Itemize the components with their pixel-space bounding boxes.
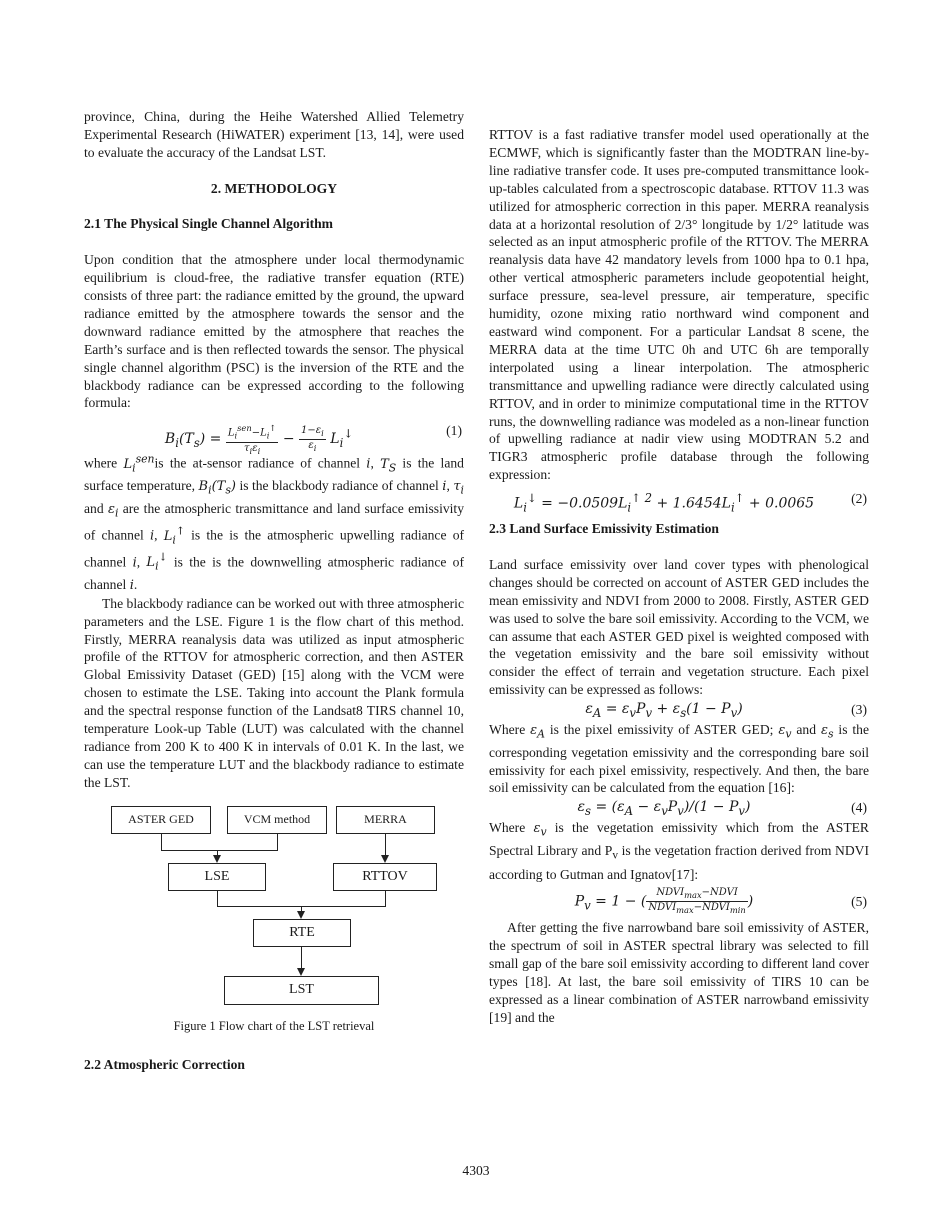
subsection-heading-atmospheric-correction: 2.2 Atmospheric Correction <box>84 1056 245 1072</box>
flow-box-rttov: RTTOV <box>333 863 437 891</box>
figure-1-caption: Figure 1 Flow chart of the LST retrieval <box>173 1018 375 1033</box>
flow-arrow <box>213 855 221 863</box>
flow-box-lst: LST <box>224 976 379 1005</box>
equation-4-body: $\varepsilon_s = (\varepsilon_A - \varepsilon_vP_v)/(1 - P_v)$ <box>577 799 751 819</box>
equation-3-number: (3) <box>851 702 867 718</box>
paragraph-lse: Land surface emissivity over land cover types with phenological changes should be corrected on account of ASTER GED includes the mean emissivity and NDVI from 2000 to 2008. Firstly, ASTER GED was used to solve the bare soil emissivity. According to the VCM, we can assume that each ASTER GED pixel is weighted composed with the vegetation emissivity and the bare soil emissivity without consider the effect of terrain and vegetation structure. Each pixel emissivity can be expressed as follows: <box>489 556 869 698</box>
paragraph-rte: Upon condition that the atmosphere under local thermodynamic equilibrium is cloud-free, the radiative transfer equation (RTE) consists of three part: the radiance emitted by the ground, the upward radiance emitted by the atmosphere towards the sensor and the downward radiance emitted by the atmosphere that reaches the Earth’s surface and is then reflected towards the sensor. The physical single channel algorithm (PSC) is the inversion of the RTE and the blackbody radiance can be expressed according to the following formula: <box>84 252 464 411</box>
paragraph-symbol-definitions: where $L_i^{sen}is$ the at-sensor radiance of channel i, $T_S$ is the land surface temperature, $B_i(T_s)$ is the blackbody radiance of channel i, $\tau_i$ and $\varepsilon_i$ are the atmospheric transmittance and land surface emissivity of channel i, $L_i^↑$ is the is the atmospheric upwelling radiance of channel i, $L_i^↓$ is the is the downwelling atmospheric radiance of channel i. <box>84 452 465 593</box>
equation-2 <box>489 486 869 514</box>
equation-4 <box>489 797 869 819</box>
equation-1-number: (1) <box>446 423 462 439</box>
flow-line <box>301 947 302 969</box>
flow-line <box>161 834 162 851</box>
paragraph-bare-soil: After getting the five narrowband bare soil emissivity of ASTER, the spectrum of soil in ASTER spectral library was selected to fill small gap of the bare soil emissivity according to different land cover types [18]. At last, the bare soil emissivity of TIRS 10 can be expressed as a linear combination of ASTER narrowband emissivity [19] and the <box>489 920 869 1025</box>
flow-line <box>385 834 386 856</box>
equation-1 <box>84 414 464 456</box>
flow-chart <box>84 806 464 1036</box>
flow-line <box>217 891 218 907</box>
flow-box-aster-ged: ASTER GED <box>111 806 211 834</box>
flow-arrow <box>297 911 305 919</box>
flow-box-rte: RTE <box>253 919 351 947</box>
equation-4-number: (4) <box>851 800 867 816</box>
left-column <box>84 108 464 1074</box>
page-number: 4303 <box>462 1163 490 1178</box>
flow-line <box>277 834 278 851</box>
equation-2-body: $L_i^↓ = -0.0509L_i^{↑ 2} + 1.6454L_i^↑ + 0.0065$ <box>513 491 815 515</box>
flow-box-merra: MERRA <box>336 806 435 834</box>
paragraph-intro-continued: province, China, during the Heihe Watershed Allied Telemetry Experimental Research (HiWATER) experiment [13, 14], were used to evaluate the accuracy of the Landsat LST. <box>84 109 464 160</box>
flow-arrow <box>297 968 305 976</box>
paragraph-rttov: RTTOV is a fast radiative transfer model used operationally at the ECMWF, which is significantly faster than the MODTRAN line-by-line radiative transfer code. It uses pre-computed transmittance look-up-tables calculated from a spectroscopic database. RTTOV 11.3 was utilized for atmospheric correction in this paper. MERRA reanalysis data at a horizontal resolution of 2/3° longitude by 1/2° latitude was selected as an input atmospheric profile of the RTTOV. The MERRA reanalysis data have 42 mandatory levels from 1000 hpa to 0.1 hpa, other vertical atmospheric parameters include geopotential height, surface pressure, sea-level pressure, air temperature, specific humidity, ozone mixing ratio northward wind component and eastward wind component. For a particular Landsat 8 scene, the MERRA data at the time UTC 0h and UTC 6h are temporally interpolated using a linear interpolation. The atmospheric transmittance and upwelling radiance were directly calculated using RTTOV, and in order to minimize computational time in the RTTOV runs, the downwelling radiance was modeled as a non-linear function of upwelling radiance at nadir view using MODTRAN 5.2 and TIGR3 atmospheric profile database through the following expression: <box>489 127 869 483</box>
flow-line <box>385 891 386 907</box>
subsection-heading-psc: 2.1 The Physical Single Channel Algorithm <box>84 216 334 232</box>
equation-3 <box>489 699 869 721</box>
equation-3-body: $\varepsilon_A = \varepsilon_vP_v + \varepsilon_s(1 - P_v)$ <box>585 701 743 720</box>
flow-line <box>161 850 278 851</box>
flow-box-lse: LSE <box>168 863 266 891</box>
paragraph-eq4-definitions: Where $\varepsilon_v$ is the vegetation emissivity which from the ASTER Spectral Library and $P_v$ is the vegetation fraction derived from NDVI according to Gutman and Ignatov[17]: <box>489 820 869 882</box>
subsection-heading-lse: 2.3 Land Surface Emissivity Estimation <box>489 521 719 537</box>
section-heading-methodology: 2. METHODOLOGY <box>210 180 338 196</box>
flow-box-vcm: VCM method <box>227 806 327 834</box>
equation-5 <box>489 883 869 919</box>
paragraph-eq3-definitions: Where $\varepsilon_A$ is the pixel emissivity of ASTER GED; $\varepsilon_v$ and $\varepsilon_s$ is the corresponding vegetation emissivity and the corresponding bare soil emissivity for each pixel emissivity, respectively. And then, the bare soil emissivity can be calculated from the equation [16]: <box>489 722 870 796</box>
equation-5-number: (5) <box>851 894 867 910</box>
equation-1-body: $B_i(T_s)$ = $\frac{L_i^{sen}-L_i^↑}{\tau_i\varepsilon_i}$ − $\frac{1-\varepsilon_i}{\varepsilon_i}$ $L_i^↓$ <box>164 423 354 456</box>
paragraph-lut: The blackbody radiance can be worked out with three atmospheric parameters and the LSE. Figure 1 is the flow chart of this method. Firstly, MERRA reanalysis data was utilized as input atmospheric profile of the RTTOV for atmospheric correction, and then ASTER Global Emissivity Dataset (GED) [15] along with the VCM were chosen to estimate the LSE. Taking into account the Plank formula and the spectral response function of the Landsat8 TIRS channel 10, temperature Look-up Table (LUT) was calculated with the channel radiance from 200 K to 400 K in intervals of 0.01 K. In the last, we can use the temperature LUT and the blackbody radiance to estimate the LST. <box>84 595 464 790</box>
flow-arrow <box>381 855 389 863</box>
equation-5-body: $P_v = 1$ − ( $\frac{NDVI_{max}-NDVI}{NDVI_{max}-NDVI_{min}}$ ) <box>574 887 754 916</box>
equation-2-number: (2) <box>851 491 867 507</box>
right-column <box>489 126 869 1027</box>
